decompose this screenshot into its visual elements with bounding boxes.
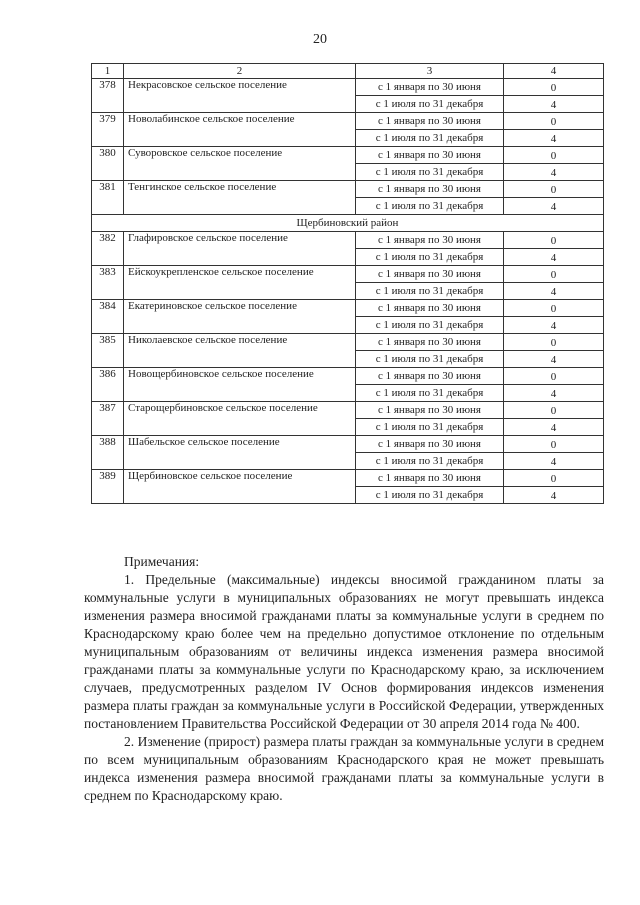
settlement-name: Новолабинское сельское поселение [124, 113, 356, 147]
table-body [92, 79, 604, 504]
index-value: 0 [504, 147, 604, 164]
table-row [92, 232, 604, 249]
table-row [92, 470, 604, 487]
row-number: 388 [92, 436, 124, 470]
row-number: 386 [92, 368, 124, 402]
row-number: 381 [92, 181, 124, 215]
table-header-row [92, 64, 604, 79]
row-number: 385 [92, 334, 124, 368]
row-number: 378 [92, 79, 124, 113]
table-row [92, 181, 604, 198]
period-cell: с 1 января по 30 июня [356, 147, 504, 164]
table-row [92, 147, 604, 164]
index-value: 0 [504, 402, 604, 419]
period-cell: с 1 июля по 31 декабря [356, 96, 504, 113]
index-value: 0 [504, 470, 604, 487]
row-number: 380 [92, 147, 124, 181]
settlement-name: Глафировское сельское поселение [124, 232, 356, 266]
index-value: 0 [504, 232, 604, 249]
row-number: 387 [92, 402, 124, 436]
index-value: 0 [504, 300, 604, 317]
row-number: 384 [92, 300, 124, 334]
index-value: 0 [504, 79, 604, 96]
period-cell: с 1 июля по 31 декабря [356, 164, 504, 181]
period-cell: с 1 января по 30 июня [356, 334, 504, 351]
row-number: 389 [92, 470, 124, 504]
period-cell: с 1 января по 30 июня [356, 436, 504, 453]
table-row [92, 79, 604, 96]
settlement-name: Тенгинское сельское поселение [124, 181, 356, 215]
note-item: 2. Изменение (прирост) размера платы граждан за коммунальные услуги в среднем по всем муниципальным образованиям Краснодарского края не может превышать индекса изменения размера вносимой гражданами платы за коммунальные услуги в среднем по Краснодарскому краю. [84, 734, 604, 803]
period-cell: с 1 июля по 31 декабря [356, 351, 504, 368]
index-value: 4 [504, 96, 604, 113]
settlement-name: Шабельское сельское поселение [124, 436, 356, 470]
settlement-name: Некрасовское сельское поселение [124, 79, 356, 113]
index-value: 0 [504, 436, 604, 453]
period-cell: с 1 января по 30 июня [356, 232, 504, 249]
period-cell: с 1 января по 30 июня [356, 402, 504, 419]
settlement-name: Старощербиновское сельское поселение [124, 402, 356, 436]
index-value: 0 [504, 266, 604, 283]
period-cell: с 1 июля по 31 декабря [356, 419, 504, 436]
period-cell: с 1 января по 30 июня [356, 79, 504, 96]
period-cell: с 1 января по 30 июня [356, 470, 504, 487]
table-row [92, 113, 604, 130]
table-row [92, 266, 604, 283]
row-number: 379 [92, 113, 124, 147]
index-value: 4 [504, 385, 604, 402]
index-value: 4 [504, 317, 604, 334]
index-value: 4 [504, 419, 604, 436]
index-value: 0 [504, 181, 604, 198]
row-number: 383 [92, 266, 124, 300]
district-heading: Щербиновский район [92, 215, 604, 232]
settlement-name: Екатериновское сельское поселение [124, 300, 356, 334]
index-value: 4 [504, 283, 604, 300]
index-value: 0 [504, 334, 604, 351]
note-item: 1. Предельные (максимальные) индексы вносимой гражданином платы за коммунальные услуги в муниципальных образованиях не могут превышать индекса изменения размера вносимой гражданами платы за коммунальные услуги в среднем по Краснодарскому краю более чем на предельно допустимое отклонение по отдельным муниципальным образованиям от величины индекса изменения размера вносимой гражданами платы за коммунальные услуги по Краснодарскому краю, за исключением случаев, предусмотренных разделом IV Основ формирования индексов изменения размера платы граждан за коммунальные услуги в Российской Федерации, утвержденных постановлением Правительства Российской Федерации от 30 апреля 2014 года № 400. [84, 572, 604, 731]
settlement-name: Николаевское сельское поселение [124, 334, 356, 368]
index-value: 0 [504, 368, 604, 385]
period-cell: с 1 января по 30 июня [356, 113, 504, 130]
page-number: 20 [313, 32, 327, 47]
period-cell: с 1 июля по 31 декабря [356, 317, 504, 334]
settlement-name: Щербиновское сельское поселение [124, 470, 356, 504]
table-row [92, 402, 604, 419]
index-value: 4 [504, 249, 604, 266]
period-cell: с 1 июля по 31 декабря [356, 487, 504, 504]
period-cell: с 1 января по 30 июня [356, 368, 504, 385]
row-number: 382 [92, 232, 124, 266]
period-cell: с 1 июля по 31 декабря [356, 283, 504, 300]
settlement-name: Ейскоукрепленское сельское поселение [124, 266, 356, 300]
period-cell: с 1 июля по 31 декабря [356, 385, 504, 402]
settlement-name: Новощербиновское сельское поселение [124, 368, 356, 402]
index-value: 0 [504, 113, 604, 130]
settlement-name: Суворовское сельское поселение [124, 147, 356, 181]
period-cell: с 1 июля по 31 декабря [356, 198, 504, 215]
index-value: 4 [504, 453, 604, 470]
table-row [92, 300, 604, 317]
notes-title: Примечания: [124, 554, 200, 569]
table-row [92, 368, 604, 385]
table-row [92, 436, 604, 453]
index-value: 4 [504, 198, 604, 215]
index-value: 4 [504, 351, 604, 368]
header-cell: 2 [124, 64, 356, 79]
period-cell: с 1 июля по 31 декабря [356, 130, 504, 147]
period-cell: с 1 января по 30 июня [356, 181, 504, 198]
notes-section [84, 553, 604, 805]
district-row [92, 215, 604, 232]
index-value: 4 [504, 130, 604, 147]
period-cell: с 1 июля по 31 декабря [356, 453, 504, 470]
header-cell: 1 [92, 64, 124, 79]
period-cell: с 1 января по 30 июня [356, 266, 504, 283]
header-cell: 3 [356, 64, 504, 79]
index-value: 4 [504, 164, 604, 181]
header-cell: 4 [504, 64, 604, 79]
table-row [92, 334, 604, 351]
period-cell: с 1 июля по 31 декабря [356, 249, 504, 266]
period-cell: с 1 января по 30 июня [356, 300, 504, 317]
index-value: 4 [504, 487, 604, 504]
indices-table [91, 63, 604, 504]
